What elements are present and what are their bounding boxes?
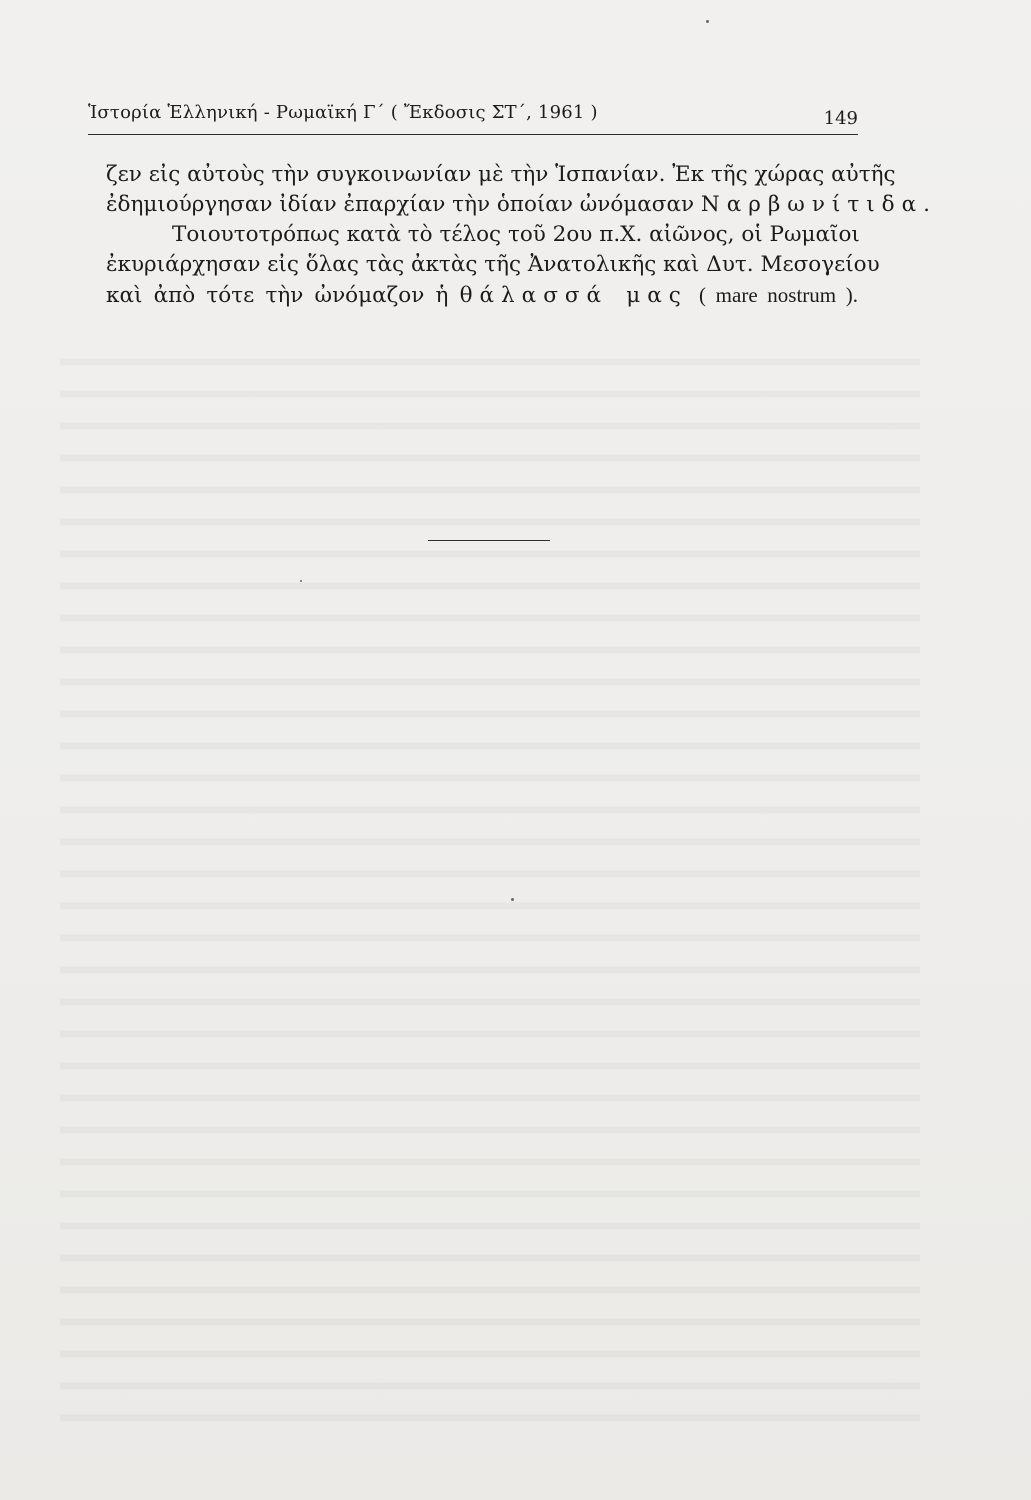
latin-phrase: ( mare nostrum ).: [699, 283, 858, 307]
bleed-through-text: [60, 340, 920, 1440]
text-line: [106, 280, 858, 310]
text-segment: ἐδημιούργησαν ἰδίαν ἐπαρχίαν τὴν ὁποίαν ὠνόμασαν: [106, 192, 695, 217]
text-line: ἐκυριάρχησαν εἰς ὅλας τὰς ἀκτὰς τῆς Ἀνατολικῆς καὶ Δυτ. Μεσογείου: [106, 252, 880, 277]
section-divider: [428, 540, 550, 541]
paper-speck: [511, 898, 514, 901]
spaced-name: Ναρβωνίτιδα.: [700, 192, 937, 217]
text-line: Τοιουτοτρόπως κατὰ τὸ τέλος τοῦ 2ου π.Χ. αἰῶνος, οἱ Ρωμαῖοι: [172, 222, 860, 247]
paper-speck: [706, 20, 709, 23]
page-number: 149: [823, 108, 858, 129]
running-head: [88, 100, 858, 135]
running-title: Ἱστορία Ἑλληνική - Ρωμαϊκή Γ΄ ( Ἔκδοσις ΣΤ΄, 1961 ): [88, 102, 598, 123]
body-text: [106, 160, 937, 310]
text-segment: καὶ ἀπὸ τότε τὴν ὠνόμαζον ἡ: [106, 283, 449, 308]
text-line: [106, 190, 937, 220]
text-line: ζεν εἰς αὐτοὺς τὴν συγκοινωνίαν μὲ τὴν Ἱσπανίαν. Ἐκ τῆς χώρας αὐτῆς: [106, 162, 896, 187]
spaced-phrase: θάλασσά μας: [459, 283, 688, 308]
paper-speck: [300, 580, 302, 582]
